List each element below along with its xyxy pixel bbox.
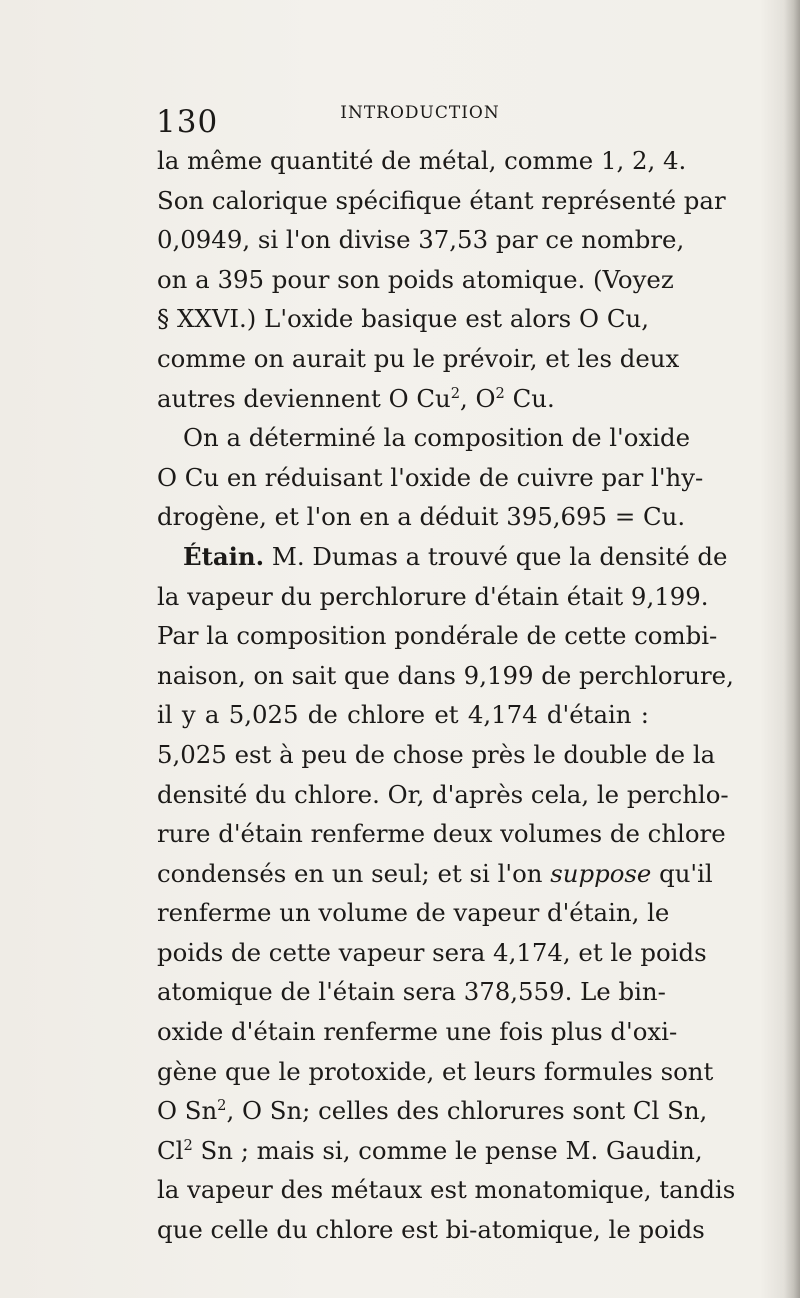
text-line-formula: O Sn$^2$, O Sn; celles des chlorures sont Cl Sn, (157, 1096, 708, 1126)
text-line: O Cu en réduisant l'oxide de cuivre par l'hy- (157, 462, 704, 492)
body-text (157, 141, 736, 1250)
text-line: densité du chlore. Or, d'après cela, le perchlo- (157, 779, 729, 809)
text-line: la vapeur du perchlorure d'étain était 9,199. (157, 581, 709, 611)
page-edge-shadow (784, 0, 800, 1298)
text-line: drogène, et l'on en a déduit 395,695 = Cu. (157, 502, 686, 532)
emphasis-suppose: suppose (550, 858, 652, 888)
text-line: renferme un volume de vapeur d'étain, le (157, 898, 670, 928)
text-line: on a 395 pour son poids atomique. (Voyez (157, 264, 674, 294)
text-line-etain: Étain. M. Dumas a trouvé que la densité de (183, 541, 728, 571)
text-line: que celle du chlore est bi-atomique, le poids (157, 1215, 705, 1245)
text-line: Son calorique spécifique étant représenté par (157, 185, 726, 215)
text-line: comme on aurait pu le prévoir, et les deux (157, 343, 680, 373)
text-line: 5,025 est à peu de chose près le double de la (157, 739, 716, 769)
section-heading-etain: Étain. (183, 541, 265, 571)
text-line: 0,0949, si l'on divise 37,53 par ce nombre, (157, 225, 685, 255)
text-line: poids de cette vapeur sera 4,174, et le poids (157, 937, 707, 967)
page-number: 130 (156, 104, 219, 140)
text-line-suppose: condensés en un seul; et si l'on suppose qu'il (157, 858, 713, 888)
text-line-formula: Cl$^2$ Sn ; mais si, comme le pense M. Gaudin, (157, 1135, 703, 1165)
text-line: la vapeur des métaux est monatomique, tandis (157, 1175, 736, 1205)
text-line: oxide d'étain renferme une fois plus d'oxi- (157, 1017, 678, 1047)
text-line: la même quantité de métal, comme 1, 2, 4. (157, 146, 687, 175)
running-title: INTRODUCTION (340, 103, 500, 123)
text-line: Par la composition pondérale de cette combi- (157, 621, 718, 651)
text-line: atomique de l'étain sera 378,559. Le bin- (157, 977, 666, 1007)
text-line-formula: autres deviennent O Cu$^2$, $O^2$ Cu. (157, 383, 555, 413)
text-line: gène que le protoxide, et leurs formules sont (157, 1056, 714, 1086)
text-line: rure d'étain renferme deux volumes de chlore (157, 819, 726, 849)
text-line: il y a 5,025 de chlore et 4,174 d'étain : (157, 700, 649, 730)
text-line: naison, on sait que dans 9,199 de perchlorure, (157, 660, 734, 690)
text-line: § XXVI.) L'oxide basique est alors O Cu, (157, 304, 649, 334)
text-line: On a déterminé la composition de l'oxide (183, 423, 691, 453)
